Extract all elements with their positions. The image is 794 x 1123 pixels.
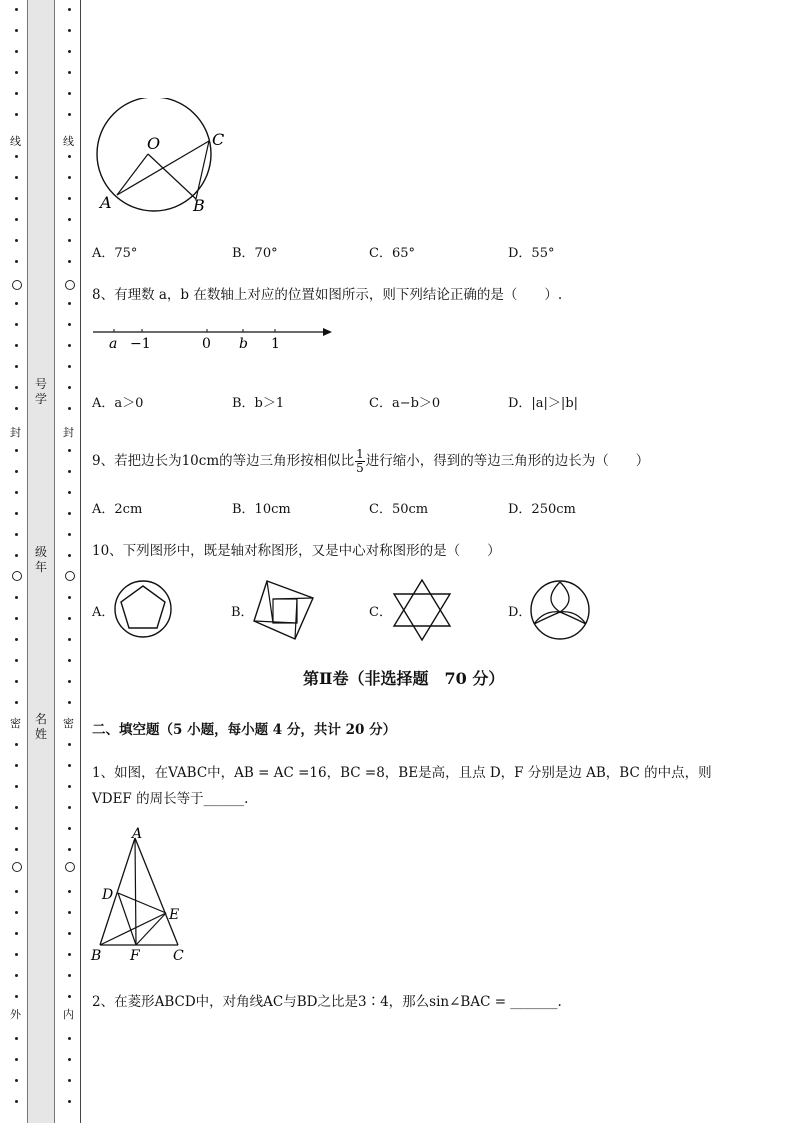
- seal-dot: [68, 176, 71, 179]
- seal-circle: [65, 571, 75, 581]
- seal-dot: [68, 197, 71, 200]
- margin-border-line: [80, 0, 81, 1123]
- seal-dot: [68, 449, 71, 452]
- circle-shape: [97, 98, 211, 211]
- q8-question: 8、有理数 a，b 在数轴上对应的位置如图所示，则下列结论正确的是（ ）.: [92, 287, 563, 303]
- seal-dot: [68, 680, 71, 683]
- seal-dot: [15, 554, 18, 557]
- seal-dot: [68, 701, 71, 704]
- seal-circle: [65, 280, 75, 290]
- seal-dot: [68, 1100, 71, 1103]
- fill2-question: 2、在菱形ABCD中，对角线AC与BD之比是3∶4，那么sin∠BAC = _______.: [92, 994, 562, 1010]
- q10-option-c: C．: [369, 605, 392, 620]
- seal-dot: [68, 806, 71, 809]
- seal-dot: [15, 638, 18, 641]
- seal-dot: [15, 617, 18, 620]
- seal-dot: [68, 659, 71, 662]
- seal-dot: [15, 260, 18, 263]
- q7-option-a: A．75°: [92, 246, 138, 261]
- seal-dot: [68, 260, 71, 263]
- seal-dot: [15, 113, 18, 116]
- q7-option-d: D．55°: [508, 246, 555, 261]
- number-line-figure: [90, 320, 340, 354]
- label-a: A: [100, 193, 112, 212]
- seal-dot: [68, 932, 71, 935]
- label-c: C: [212, 130, 225, 149]
- seal-dot: [15, 176, 18, 179]
- seal-dot: [15, 848, 18, 851]
- fill1-question-line2: VDEF 的周长等于______.: [92, 791, 249, 807]
- three-petal-circle-figure: [528, 578, 592, 642]
- seal-dot: [68, 890, 71, 893]
- seal-dot: [68, 218, 71, 221]
- seal-circle: [12, 571, 22, 581]
- seal-dot: [68, 29, 71, 32]
- seal-dot: [68, 764, 71, 767]
- seal-dot: [68, 386, 71, 389]
- seal-dot: [68, 512, 71, 515]
- seal-circle: [12, 862, 22, 872]
- q9-fraction: [355, 448, 365, 475]
- axis-label-0: 0: [202, 336, 211, 352]
- seal-dot: [15, 407, 18, 410]
- seal-dot: [15, 29, 18, 32]
- seal-dot: [15, 1058, 18, 1061]
- q10-option-b: B．: [231, 605, 254, 620]
- seal-dot: [15, 1079, 18, 1082]
- tri-label-b: B: [91, 948, 102, 964]
- seal-dot: [15, 449, 18, 452]
- seal-dot: [15, 890, 18, 893]
- tri-label-a: A: [132, 826, 143, 842]
- q9-text-post: 进行缩小，得到的等边三角形的边长为（ ）: [365, 453, 650, 469]
- seal-dot: [15, 701, 18, 704]
- inner-label-line: 线: [63, 135, 74, 148]
- seal-dot: [68, 8, 71, 11]
- inner-label-seal: 封: [63, 426, 74, 439]
- tri-label-f: F: [130, 948, 140, 964]
- axis-label-b: b: [239, 336, 248, 352]
- tri-label-e: E: [169, 907, 180, 923]
- seal-dot: [68, 365, 71, 368]
- seal-dot: [68, 617, 71, 620]
- tri-label-c: C: [173, 948, 184, 964]
- tri-label-d: D: [102, 887, 114, 903]
- seal-dot: [15, 764, 18, 767]
- seal-dot: [68, 71, 71, 74]
- seal-dot: [15, 995, 18, 998]
- seal-dot: [68, 596, 71, 599]
- name-field: 名姓: [34, 712, 47, 741]
- seal-dot: [68, 848, 71, 851]
- seal-dot: [68, 323, 71, 326]
- seal-dot: [15, 155, 18, 158]
- q9-option-b: B．10cm: [232, 502, 291, 517]
- q9-option-d: D．250cm: [508, 502, 576, 517]
- seal-dot: [68, 50, 71, 53]
- pentagon-in-circle-figure: [112, 578, 174, 640]
- seal-dot: [15, 806, 18, 809]
- q8-option-a: A．a＞0: [92, 396, 144, 411]
- q9-text-pre: 9、若把边长为10cm的等边三角形按相似比: [92, 453, 355, 469]
- q10-question: 10、下列图形中，既是轴对称图形，又是中心对称图形的是（ ）: [92, 543, 501, 559]
- q7-circle-figure: [90, 98, 230, 216]
- q9-option-a: A．2cm: [92, 502, 143, 517]
- seal-dot: [15, 533, 18, 536]
- seal-dot: [15, 911, 18, 914]
- seal-dot: [15, 365, 18, 368]
- seal-dot: [68, 1079, 71, 1082]
- fill1-question-line1: 1、如图，在VABC中，AB = AC =16，BC =8，BE是高，且点 D，F 分别是边 AB，BC 的中点，则: [92, 765, 712, 781]
- outer-label-seal: 封: [10, 426, 21, 439]
- triangle-figure: [88, 824, 198, 966]
- seal-dot: [15, 1100, 18, 1103]
- seal-dot: [15, 932, 18, 935]
- outer-label-line: 线: [10, 135, 21, 148]
- seal-dot: [15, 596, 18, 599]
- rotated-squares-figure: [250, 578, 318, 642]
- seal-circle: [12, 280, 22, 290]
- section-2-title: 第Ⅱ卷（非选择题 70 分）: [303, 669, 505, 688]
- axis-label-neg1: −1: [130, 336, 151, 352]
- q8-option-d: D．|a|＞|b|: [508, 396, 579, 411]
- label-o: O: [147, 134, 161, 153]
- seal-dot: [15, 344, 18, 347]
- q7-option-b: B．70°: [232, 246, 278, 261]
- seal-dot: [68, 638, 71, 641]
- seal-dot: [15, 218, 18, 221]
- label-b: B: [193, 196, 205, 215]
- seal-dot: [15, 491, 18, 494]
- seal-dot: [68, 554, 71, 557]
- seal-dot: [15, 71, 18, 74]
- seal-dot: [15, 953, 18, 956]
- seal-dot: [68, 407, 71, 410]
- seal-dot: [68, 344, 71, 347]
- inner-label-secret: 密: [63, 717, 74, 730]
- q10-option-d: D．: [508, 605, 532, 620]
- seal-circle: [65, 862, 75, 872]
- seal-dot: [68, 953, 71, 956]
- seal-dot: [68, 827, 71, 830]
- student-number-field: 号学: [34, 377, 47, 406]
- grade-field: 级年: [34, 545, 47, 574]
- seal-dot: [15, 239, 18, 242]
- seal-dot: [68, 491, 71, 494]
- seal-dot: [68, 974, 71, 977]
- seal-dot: [15, 974, 18, 977]
- seal-dot: [68, 1058, 71, 1061]
- inner-label-inside: 内: [63, 1008, 74, 1021]
- seal-dot: [68, 155, 71, 158]
- seal-dot: [15, 470, 18, 473]
- part-2-heading: 二、填空题（5 小题，每小题 4 分，共计 20 分）: [92, 722, 397, 738]
- seal-dot: [15, 8, 18, 11]
- seal-dot: [68, 470, 71, 473]
- q9-fraction-numerator: 1: [356, 447, 364, 461]
- seal-dot: [15, 92, 18, 95]
- seal-dot: [68, 239, 71, 242]
- axis-label-a: a: [109, 336, 118, 352]
- seal-dot: [15, 50, 18, 53]
- axis-label-1: 1: [271, 336, 280, 352]
- seal-dot: [68, 302, 71, 305]
- seal-dot: [68, 92, 71, 95]
- seal-dot: [15, 323, 18, 326]
- seal-dot: [15, 302, 18, 305]
- q9-fraction-denominator: 5: [356, 461, 364, 475]
- outer-label-secret: 密: [10, 717, 21, 730]
- outer-label-outside: 外: [10, 1008, 21, 1021]
- seal-dot: [15, 659, 18, 662]
- q9-option-c: C．50cm: [369, 502, 429, 517]
- q9-question: [92, 448, 649, 475]
- q8-option-b: B．b＞1: [232, 396, 285, 411]
- seal-dot: [68, 911, 71, 914]
- seal-dot: [15, 1037, 18, 1040]
- seal-dot: [15, 785, 18, 788]
- seal-dot: [68, 533, 71, 536]
- hexagram-figure: [390, 578, 454, 642]
- seal-dot: [15, 680, 18, 683]
- seal-dot: [15, 512, 18, 515]
- seal-dot: [15, 386, 18, 389]
- seal-dot: [68, 743, 71, 746]
- seal-dot: [15, 743, 18, 746]
- q10-option-a: A．: [92, 605, 115, 620]
- seal-dot: [15, 197, 18, 200]
- seal-dot: [68, 113, 71, 116]
- seal-dot: [15, 827, 18, 830]
- seal-dot: [68, 995, 71, 998]
- seal-dot: [68, 1037, 71, 1040]
- q8-option-c: C．a−b＞0: [369, 396, 441, 411]
- binding-margin: [0, 0, 82, 1123]
- q7-option-c: C．65°: [369, 246, 415, 261]
- seal-dot: [68, 785, 71, 788]
